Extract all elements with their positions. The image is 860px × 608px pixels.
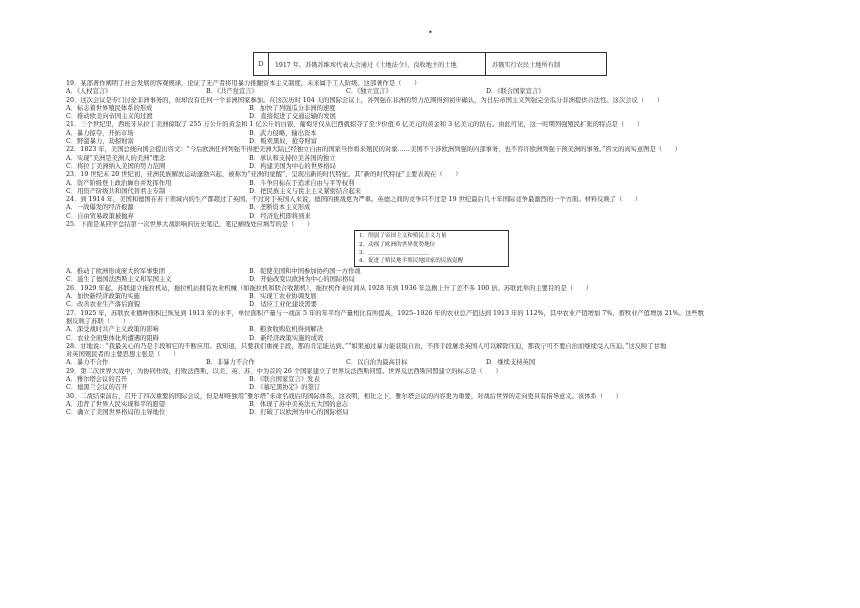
option-a: A．深受战时共产主义政策的影响 — [66, 326, 159, 334]
option-b: B．武力侵略，输出资本 — [249, 129, 317, 137]
question-20-stem: 20．这次会议是专门讨论非洲事务的，但却没有任何一个非洲国家参加。在这次历时 104 天的国际会议上，各列强在非洲的势力范围得到初步确认，为日后帝国主义列强完全瓜分非洲提供合法性。这次会议（ ） — [66, 96, 664, 104]
option-c: C．农业全面集体化所遭遇的阻碍 — [66, 334, 159, 342]
history-notes-box — [354, 230, 509, 267]
question-30-options-ab — [66, 401, 802, 409]
question-28-stem-cont: 对英国殖民者的主要思想主张是（ ） — [66, 351, 180, 359]
option-b: B．促使美国和中国参加协约国一方作战 — [249, 268, 361, 276]
option-a: A．暴力掠夺，开拓市场 — [66, 129, 134, 137]
question-21-stem: 21．三个世纪里，西班牙从拉丁美洲掠取了 255 万公斤的黄金和 1 亿公斤的白银，葡萄牙仅从巴西就掠夺了至少价值 6 亿美元的黄金和 3 亿美元的钻石。由此可见，这一时期列强殖民扩张的特点是（ ） — [66, 121, 644, 129]
question-28-options — [66, 359, 802, 367]
option-d: D．《慕尼黑协定》的签订 — [249, 384, 321, 392]
option-d: D．贩卖黑奴，抢夺财富 — [249, 138, 318, 146]
header-dot: • — [428, 28, 433, 37]
question-26-stem: 26．1929 年起，苏联建立拖拉机站，拖拉机站拥有农业机械（如拖拉机和联合收割机），拖拉机作业时间从 1928 年到 1936 年急剧上升了差不多 100 倍。苏联此举的主要目的是（ ） — [66, 284, 593, 292]
option-b: B．加快了列强瓜分非洲的速度 — [249, 104, 336, 112]
note-item-blank: 3．＿＿＿＿＿＿＿＿＿＿＿ — [359, 249, 430, 256]
option-a: A．推动了欧洲形成庞大的军事集团 — [66, 268, 166, 276]
question-22-options-ab — [66, 155, 802, 163]
option-d: D．新经济政策实施的成效 — [249, 334, 324, 342]
question-27-options-ab — [66, 326, 802, 334]
question-20-options-cd — [66, 113, 802, 121]
option-a: A．雅尔塔会议的召开 — [66, 376, 128, 384]
table-cell-result: 苏俄实行农民土地所有制 — [492, 61, 561, 69]
note-item: 1．削弱了帝国主义和殖民主义力量 — [359, 233, 447, 240]
option-c: C．德黑兰会议的召开 — [66, 384, 128, 392]
question-20-options-ab — [66, 105, 802, 113]
question-29-stem: 29．第二次世界大战中，为协同作战，打败法西斯，以美、英、苏、中为首的 26 个国家建立了世界反法西斯同盟。世界反法西斯同盟建立的标志是（ ） — [66, 367, 502, 375]
option-d: D．直接促进了交通运输的发展 — [249, 113, 336, 121]
option-a: A．加快新经济政策的实施 — [66, 293, 140, 301]
option-c: C．将拉丁美洲纳入美国的势力范围 — [66, 162, 166, 170]
note-item: 2．动摇了欧洲的世界优势地位 — [359, 241, 436, 248]
question-30-stem: 30．二战结束前后，召开了四次重要的国际会议，但是却唯独用“雅尔塔”来命名战后的国际体系，这表明，相比之下，雅尔塔会议的内容更为重要，对战后世界的走向更具有指导意义。该体系（ ） — [66, 392, 622, 400]
note-item: 4．促进了殖民地半殖民地国家的民族觉醒 — [359, 257, 464, 264]
option-a: A．违背了世界人民实现和平的愿望 — [66, 400, 166, 408]
option-d: D．经济危机即将到来 — [249, 212, 311, 220]
option-c: C．野蛮暴力，劫掠财富 — [66, 138, 134, 146]
option-d: D．开始改变以欧洲为中心的国际格局 — [249, 276, 355, 284]
question-24-options-cd — [66, 213, 802, 221]
option-b: B．《联合国家宣言》发表 — [249, 376, 320, 384]
option-d: D．《联合国家宣言》 — [486, 88, 545, 96]
question-23-stem: 23．19 世纪末 20 世纪初，亚洲民族解放运动蓬勃兴起，被称为“亚洲的觉醒”，呈现出新的时代特征。其“新的时代特征”主要表现在（ ） — [66, 171, 462, 179]
option-b: B．斗争目标在于追求自由与平等权利 — [249, 179, 355, 187]
question-22-stem: 22．1823 年，美国总统向国会提出咨文：“今后欧洲任何列强不得把美洲大陆已经独立自由的国家当作将来殖民的对象……美国不干涉欧洲列强的内部事务，也不容许欧洲列强干预美洲的事务。”咨文的真实意图是（ ） — [66, 146, 681, 154]
option-c: C．以自治为最高目标 — [346, 359, 408, 367]
option-c: C．自由贸易政策被抛弃 — [66, 212, 134, 220]
option-d: D．打破了以欧洲为中心的国际格局 — [249, 409, 349, 417]
question-25-stem: 25．下面是某同学总结第一次世界大战影响的历史笔记，笔记横线处应填写的是（ ） — [66, 221, 314, 229]
option-c: C．《独立宣言》 — [346, 88, 392, 96]
question-25-options-cd — [66, 276, 802, 284]
option-b: B．垄断资本主义形成 — [249, 204, 311, 212]
option-c: C．确立了美国世界格局的主导地位 — [66, 409, 166, 417]
option-c: C．推动欧美向帝国主义的过渡 — [66, 113, 153, 121]
option-d: D．把民族主义与民主主义紧密结合起来 — [249, 187, 362, 195]
question-26-options-ab — [66, 293, 802, 301]
question-21-options-ab — [66, 130, 802, 138]
option-a: A．一战爆发的经济根源 — [66, 204, 134, 212]
question-27-options-cd — [66, 335, 802, 343]
question-29-options-ab — [66, 376, 802, 384]
question-25-options-ab — [66, 268, 802, 276]
questions-body — [66, 80, 802, 418]
option-b: B．体现了苏中美英法五大国的意志 — [249, 400, 349, 408]
option-d: D．继续支持英国 — [486, 359, 536, 367]
question-22-options-cd — [66, 163, 802, 171]
option-b: B．非暴力不合作 — [206, 359, 255, 367]
option-c: C．滋生了德国法西斯主义和军国主义 — [66, 276, 172, 284]
option-d: D．适应工业化建设需要 — [249, 301, 318, 309]
question-19-options — [66, 88, 802, 96]
question-30-options-cd — [66, 409, 802, 417]
question-27-stem-cont: 据反映了苏联（ ） — [66, 317, 129, 325]
option-d: D．构建美国为中心的世界格局 — [249, 162, 336, 170]
table-cell-letter: D — [254, 53, 269, 75]
option-a: A．资产阶级登上政治舞台并发挥作用 — [66, 179, 172, 187]
question-19-stem: 19．某部著作阐明了社会发展的客观规律，论证了无产者将用暴力推翻资本主义制度，未来属于工人阶级。这部著作是（ ） — [66, 80, 421, 87]
question-21-options-cd — [66, 138, 802, 146]
option-a: A．实现“美洲是美洲人的美洲”理念 — [66, 154, 166, 162]
question-26-options-cd — [66, 301, 802, 309]
option-a: A．《人权宣言》 — [66, 88, 112, 96]
question-28-stem: 28．甘地说：“我最关心的乃是手段和它的不断应用。我知道，只要我们重视手段，那的肯定能达到。”“如果通过暴力能获取自治，不择手段屠杀英国人可以解除压迫，那我宁可不要自治而继续受人压迫。”这反映了甘地 — [66, 342, 667, 350]
option-a: A．标志着世界殖民体系的形成 — [66, 104, 153, 112]
option-b: B．《共产党宣言》 — [206, 88, 258, 96]
answer-table-row-d — [253, 52, 607, 76]
question-23-options-cd — [66, 188, 802, 196]
option-b: B．实现工农业协调发展 — [249, 293, 317, 301]
question-23-options-ab — [66, 180, 802, 188]
option-b: B．承认和支持拉美各国的独立 — [249, 154, 336, 162]
question-24-stem: 24．到 1914 年，美国和德国在若干领域内的生产都超过了英国，不过对于英国人来说，德国的挑战更为严重。英德之间的竞争只不过是 19 世纪最后几十年国际竞争最激烈的一个方面。材料反映了（ ） — [66, 196, 642, 204]
option-c: C．用资产阶级共和国代替君主专制 — [66, 187, 166, 195]
question-29-options-cd — [66, 384, 802, 392]
question-24-options-ab — [66, 204, 802, 212]
option-b: B．粮食收购危机得到解决 — [249, 326, 323, 334]
option-a: A．暴力不合作 — [66, 359, 109, 367]
table-cell-event: 1917 年，苏俄苏维埃代表大会通过《土地法令》，没收地主的土地 — [269, 53, 486, 75]
option-c: C．改善农业生产落后面貌 — [66, 301, 141, 309]
question-27-stem: 27．1925 年，苏联农业播种面积已恢复到 1913 年的水平，单位面积产量与一战前 5 年的年平均产量相比有所提高，1925–1926 年的农业总产值达到 1913 年的 112%，其中农业产值增加 7%，畜牧业产值增加 21%。这些数 — [66, 309, 704, 317]
